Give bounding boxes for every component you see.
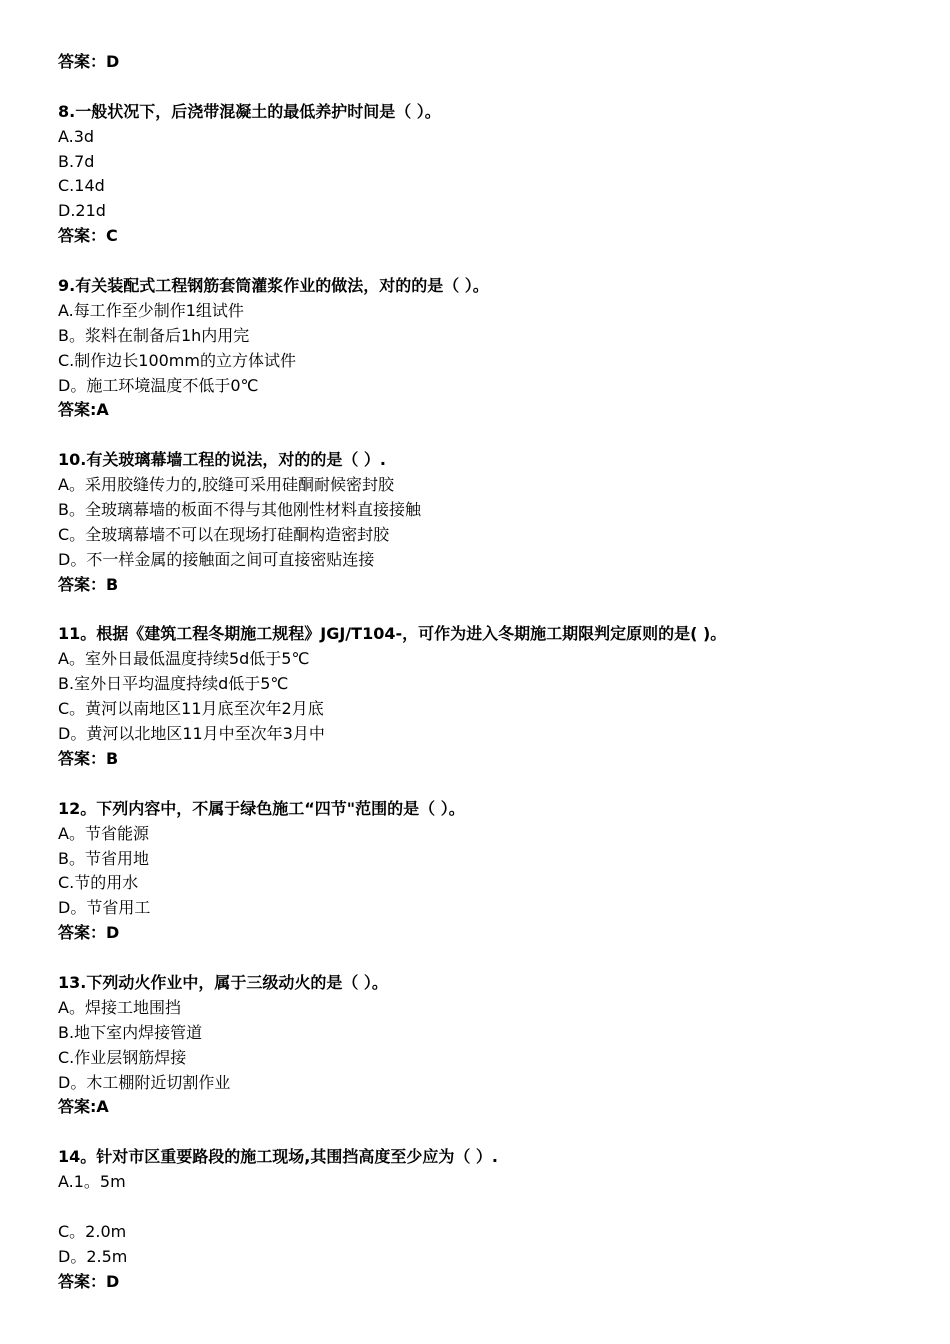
answer-line: 答案：B [58, 748, 119, 768]
blank-line [58, 946, 918, 971]
blank-line [58, 423, 918, 448]
answer-line: 答案:A [58, 400, 109, 420]
option-line: B.室外日平均温度持续d低于5℃ [58, 674, 289, 694]
question-line: 9.有关装配式工程钢筋套筒灌浆作业的做法，对的的是（ ）。 [58, 276, 489, 296]
option-line: D。节省用工 [58, 898, 151, 918]
answer-line: 答案:A [58, 1097, 109, 1117]
option-line: D。施工环境温度不低于0℃ [58, 375, 259, 395]
blank-line [58, 1120, 918, 1145]
answer-line: 答案：D [58, 1271, 120, 1291]
option-line: D。不一样金属的接触面之间可直接密贴连接 [58, 549, 375, 569]
option-line: C。2.0m [58, 1221, 127, 1241]
option-line: B。全玻璃幕墙的板面不得与其他刚性材料直接接触 [58, 500, 421, 520]
question-line: 8.一般状况下，后浇带混凝土的最低养护时间是（ ）。 [58, 101, 441, 121]
answer-line: 答案：D [58, 923, 120, 943]
question-line: 14。针对市区重要路段的施工现场,其围挡高度至少应为（ ）. [58, 1147, 498, 1167]
option-line: C.制作边长100mm的立方体试件 [58, 350, 296, 370]
blank-line [58, 772, 918, 797]
option-line: A。节省能源 [58, 823, 149, 843]
option-line: B。节省用地 [58, 848, 149, 868]
option-line: D.21d [58, 201, 106, 221]
option-line: D。黄河以北地区11月中至次年3月中 [58, 724, 325, 744]
question-line: 13.下列动火作业中，属于三级动火的是（ ）。 [58, 972, 388, 992]
blank-line [58, 1195, 918, 1220]
document-page [58, 50, 918, 1295]
question-line: 11。根据《建筑工程冬期施工规程》JGJ/T104-，可作为进入冬期施工期限判定原则的是( )。 [58, 624, 727, 644]
option-line: C。黄河以南地区11月底至次年2月底 [58, 699, 324, 719]
option-line: B。浆料在制备后1h内用完 [58, 325, 250, 345]
blank-line [58, 75, 918, 100]
option-line: A.3d [58, 126, 95, 146]
option-line: A.每工作至少制作1组试件 [58, 300, 244, 320]
option-line: A。室外日最低温度持续5d低于5℃ [58, 649, 310, 669]
question-line: 12。下列内容中，不属于绿色施工“四节"范围的是（ ）。 [58, 798, 465, 818]
option-line: C.节的用水 [58, 873, 139, 893]
option-line: C.作业层钢筋焊接 [58, 1047, 187, 1067]
option-line: A.1。5m [58, 1172, 126, 1192]
option-line: A。焊接工地围挡 [58, 997, 181, 1017]
answer-line: 答案：B [58, 574, 119, 594]
blank-line [58, 249, 918, 274]
option-line: C.14d [58, 176, 105, 196]
option-line: D。木工棚附近切割作业 [58, 1072, 231, 1092]
answer-line: 答案：D [58, 52, 120, 71]
option-line: D。2.5m [58, 1246, 128, 1266]
answer-line: 答案：C [58, 226, 118, 246]
question-line: 10.有关玻璃幕墙工程的说法，对的的是（ ）. [58, 450, 386, 470]
option-line: B.7d [58, 151, 95, 171]
option-line: A。采用胶缝传力的,胶缝可采用硅酮耐候密封胶 [58, 475, 395, 495]
option-line: B.地下室内焊接管道 [58, 1022, 203, 1042]
blank-line [58, 598, 918, 623]
option-line: C。全玻璃幕墙不可以在现场打硅酮构造密封胶 [58, 524, 390, 544]
